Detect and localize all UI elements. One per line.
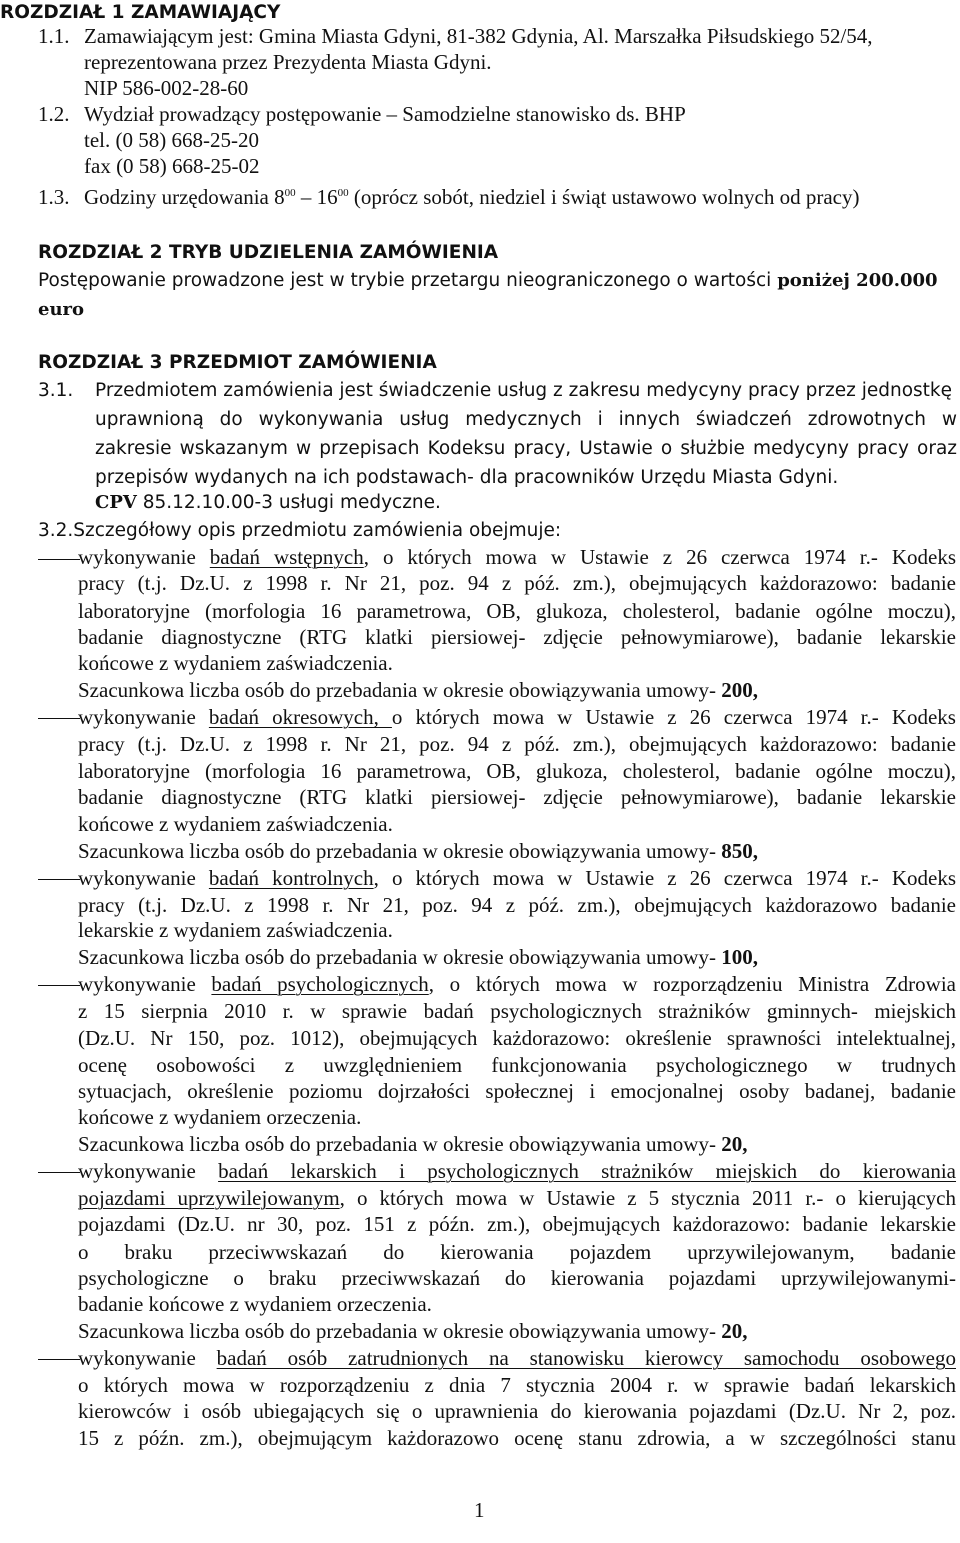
list-dash bbox=[38, 1359, 80, 1360]
clause-3-1-line2: uprawnioną do wykonywania usług medycznych i innych świadczeń zdrowotnych w bbox=[95, 409, 957, 430]
section-1-title: ROZDZIAŁ 1 ZAMAWIAJĄCY bbox=[0, 2, 281, 23]
list-dash bbox=[38, 1172, 80, 1173]
list-item-2-estimate: Szacunkowa liczba osób do przebadania w okresie obowiązywania umowy- 850, bbox=[78, 839, 758, 863]
list-dash bbox=[38, 985, 80, 986]
list-dash bbox=[38, 559, 80, 560]
list-item-4-line3: (Dz.U. Nr 150, poz. 1012), obejmujących każdorazowo: określenie sprawności intelektualnej, bbox=[78, 1026, 956, 1050]
list-item-6-line1: wykonywanie badań osób zatrudnionych na stanowisku kierowcy samochodu osobowego bbox=[78, 1346, 956, 1370]
list-item-3-line2: pracy (t.j. Dz.U. z 1998 r. Nr 21, poz. 94 z póź. zm.), obejmujących każdorazowo badanie bbox=[78, 893, 956, 917]
list-dash bbox=[38, 879, 80, 880]
list-item-1-line4: badanie diagnostyczne (RTG klatki piersiowej- zdjęcie pełnowymiarowe), badanie lekarskie bbox=[78, 625, 956, 649]
clause-1-3-text: Godziny urzędowania $8^{00} - 16^{00}$ (oprócz sobót, niedziel i świąt ustawowo wolnych od pracy) bbox=[84, 185, 860, 209]
list-item-5-estimate: Szacunkowa liczba osób do przebadania w okresie obowiązywania umowy- 20, bbox=[78, 1319, 748, 1343]
list-item-1-line2: pracy (t.j. Dz.U. z 1998 r. Nr 21, poz. 94 z póź. zm.), obejmujących każdorazowo: badanie bbox=[78, 571, 956, 595]
clause-1-2-phone: tel. (0 58) 668-25-20 bbox=[84, 128, 259, 152]
clause-3-2-title: 3.2.Szczegółowy opis przedmiotu zamówienia obejmuje: bbox=[38, 520, 562, 541]
clause-1-2-number: 1.2. bbox=[38, 102, 70, 126]
list-item-6-line4: 15 z późn. zm.), obejmującym każdorazowo ocenę stanu zdrowia, a w szczególności stanu bbox=[78, 1426, 956, 1450]
clause-1-1-text: Zamawiającym jest: Gmina Miasta Gdyni, 81-382 Gdynia, Al. Marszałka Piłsudskiego 52/54, bbox=[84, 24, 873, 48]
list-item-3-estimate: Szacunkowa liczba osób do przebadania w okresie obowiązywania umowy- 100, bbox=[78, 945, 758, 969]
list-item-1-line5: końcowe z wydaniem zaświadczenia. bbox=[78, 651, 393, 675]
list-item-4-line4: ocenę osobowości z uwzględnieniem funkcjonowania psychologicznego w trudnych bbox=[78, 1053, 956, 1077]
list-item-5-line2: pojazdami uprzywilejowanym, o których mowa w Ustawie z 5 stycznia 2011 r.- o kierujących bbox=[78, 1186, 956, 1210]
list-item-6-line2: o których mowa w rozporządzeniu z dnia 7 stycznia 2004 r. w sprawie badań lekarskich bbox=[78, 1373, 956, 1397]
cpv-code: CPV 85.12.10.00-3 usługi medyczne. bbox=[95, 492, 441, 513]
clause-1-3-number: 1.3. bbox=[38, 185, 70, 209]
list-item-4-line6: końcowe z wydaniem orzeczenia. bbox=[78, 1105, 362, 1129]
list-item-2-line2: pracy (t.j. Dz.U. z 1998 r. Nr 21, poz. 94 z póź. zm.), obejmujących każdorazowo: badanie bbox=[78, 732, 956, 756]
list-item-4-line2: z 15 sierpnia 2010 r. w sprawie badań psychologicznych strażników gminnych- miejskich bbox=[78, 999, 956, 1023]
list-dash bbox=[38, 718, 80, 719]
clause-3-1-line4: przepisów wydanych na ich podstawach- dla pracowników Urzędu Miasta Gdyni. bbox=[95, 467, 839, 488]
clause-1-2-text: Wydział prowadzący postępowanie – Samodzielne stanowisko ds. BHP bbox=[84, 102, 686, 126]
list-item-1-line1: wykonywanie badań wstępnych, o których mowa w Ustawie z 26 czerwca 1974 r.- Kodeks bbox=[78, 545, 956, 569]
list-item-4-estimate: Szacunkowa liczba osób do przebadania w okresie obowiązywania umowy- 20, bbox=[78, 1132, 748, 1156]
list-item-1-estimate: Szacunkowa liczba osób do przebadania w okresie obowiązywania umowy- 200, bbox=[78, 678, 758, 702]
list-item-2-line5: końcowe z wydaniem zaświadczenia. bbox=[78, 812, 393, 836]
list-item-3-line3: lekarskie z wydaniem zaświadczenia. bbox=[78, 918, 393, 942]
clause-1-2-fax: fax (0 58) 668-25-02 bbox=[84, 154, 260, 178]
list-item-2-line4: badanie diagnostyczne (RTG klatki piersiowej- zdjęcie pełnowymiarowe), badanie lekarskie bbox=[78, 785, 956, 809]
list-item-3-line1: wykonywanie badań kontrolnych, o których mowa w Ustawie z 26 czerwca 1974 r.- Kodeks bbox=[78, 866, 957, 890]
list-item-5-line1: wykonywanie badań lekarskich i psychologicznych strażników miejskich do kierowania bbox=[78, 1159, 957, 1183]
list-item-2-line3: laboratoryjne (morfologia 16 parametrowa, OB, glukoza, cholesterol, badanie ogólne moczu), bbox=[78, 759, 956, 783]
section-2-text: Postępowanie prowadzone jest w trybie przetargu nieograniczonego o wartości poniżej 200.000 bbox=[38, 270, 938, 291]
page-number: 1 bbox=[474, 1498, 485, 1522]
section-3-title: ROZDZIAŁ 3 PRZEDMIOT ZAMÓWIENIA bbox=[38, 352, 437, 373]
list-item-5-line4: o braku przeciwwskazań do kierowania pojazdem uprzywilejowanym, badanie bbox=[78, 1240, 956, 1264]
section-2-title: ROZDZIAŁ 2 TRYB UDZIELENIA ZAMÓWIENIA bbox=[38, 242, 499, 263]
clause-3-1-number: 3.1. bbox=[38, 380, 74, 401]
list-item-1-line3: laboratoryjne (morfologia 16 parametrowa, OB, glukoza, cholesterol, badanie ogólne moczu), bbox=[78, 599, 956, 623]
list-item-2-line1: wykonywanie badań okresowych, o których mowa w Ustawie z 26 czerwca 1974 r.- Kodeks bbox=[78, 705, 956, 729]
clause-3-1-line3: zakresie wskazanym w przepisach Kodeksu pracy, Ustawie o służbie medycyny pracy oraz bbox=[95, 438, 957, 459]
clause-1-1-number: 1.1. bbox=[38, 24, 70, 48]
clause-3-1-line1: Przedmiotem zamówienia jest świadczenie usług z zakresu medycyny pracy przez jednostkę bbox=[95, 380, 953, 401]
clause-1-1-nip: NIP 586-002-28-60 bbox=[84, 76, 249, 100]
list-item-6-line3: kierowców i osób ubiegających się o uprawnienia do kierowania pojazdami (Dz.U. Nr 2, poz. bbox=[78, 1399, 956, 1423]
list-item-4-line5: sytuacjach, określenie poziomu dojrzałości społecznej i emocjonalnej osoby badanej, badanie bbox=[78, 1079, 956, 1103]
list-item-5-line6: badanie końcowe z wydaniem orzeczenia. bbox=[78, 1292, 432, 1316]
section-2-text-cont: euro bbox=[38, 299, 85, 320]
list-item-5-line5: psychologiczne o braku przeciwwskazań do kierowania pojazdami uprzywilejowanymi- bbox=[78, 1266, 956, 1290]
list-item-4-line1: wykonywanie badań psychologicznych, o których mowa w rozporządzeniu Ministra Zdrowia bbox=[78, 972, 956, 996]
clause-1-1-line2: reprezentowana przez Prezydenta Miasta Gdyni. bbox=[84, 50, 492, 74]
list-item-5-line3: pojazdami (Dz.U. nr 30, poz. 151 z późn. zm.), obejmujących każdorazowo: badanie lekarskie bbox=[78, 1212, 956, 1236]
